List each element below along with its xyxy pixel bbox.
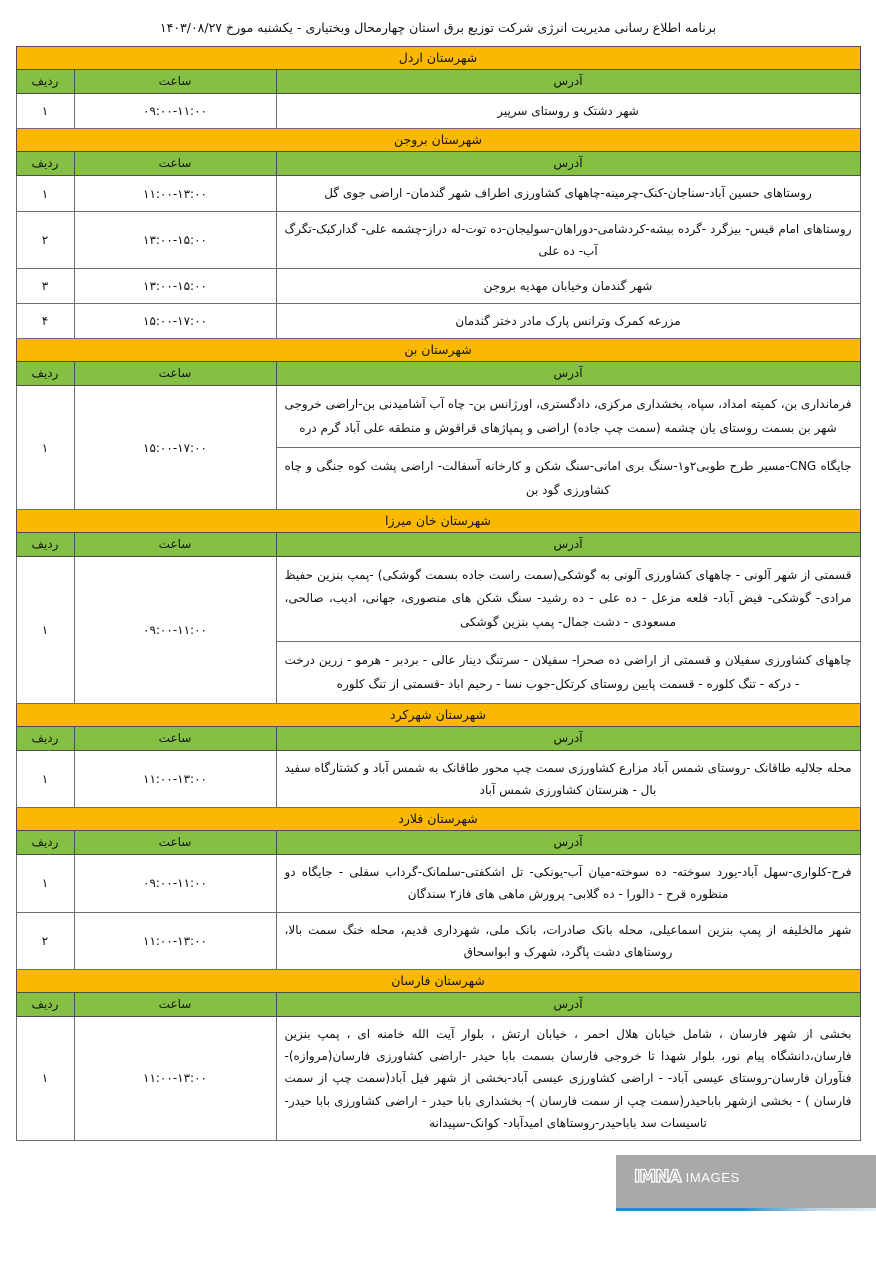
watermark-label: IMAGES <box>685 1170 740 1185</box>
column-header-row-number: ردیف <box>16 726 74 750</box>
time-cell: ۱۱:۰۰-۱۳:۰۰ <box>74 1017 276 1141</box>
table-row <box>16 211 860 268</box>
address-cell: بخشی از شهر فارسان ، شامل خیابان هلال احمر ، خیابان ارتش ، بلوار آیت الله خامنه ای ، پمپ بنزین فارسان،دانشگاه پیام نور، بلوار شهدا تا خروجی فارسان بسمت بابا حیدر -اراضی کشاورزی فارسان(مروازه)-فنآوران فارسان-روستای عیسی آباد- - اراضی کشاورزی عیسی آباد-بخشی از شهر فیل آباد(سمت چپ از سمت فارسان ) - بخشی ازشهر باباحیدر(سمت چپ از سمت فارسان )- بخشداری بابا حیدر - اراضی کشاورزی بابا حیدر-تاسیسات سد باباحیدر-روستاهای امیدآباد- کوانک-سپیدانه <box>276 1017 860 1141</box>
time-cell: ۱۱:۰۰-۱۳:۰۰ <box>74 750 276 807</box>
column-header-row <box>16 993 860 1017</box>
address-cell: شهر دشتک و روستای سرپیر <box>276 94 860 129</box>
row-number-cell: ۲ <box>16 912 74 969</box>
address-block-stack <box>277 557 860 703</box>
column-header-row-number: ردیف <box>16 993 74 1017</box>
city-band-row <box>16 808 860 831</box>
city-band-row <box>16 47 860 70</box>
address-block: قسمتی از شهر آلونی - چاههای کشاورزی آلونی به گوشکی(سمت راست جاده بسمت گوشکی) -پمپ بنزین حفیظ مرادی- گوشکی- فیض آباد- قلعه مزعل - ده علی - ده رشید- سنگ شکن های منصوری، جهانی، ادیب، صالحی، مسعودی - دشت جمال- پمپ بنزین گوشکی <box>284 567 852 629</box>
city-band-row <box>16 970 860 993</box>
row-number-cell: ۱ <box>16 94 74 129</box>
address-block: چاههای کشاورزی سفیلان و قسمتی از اراضی ده صحرا- سفیلان - سرتنگ دینار عالی - بردبر - هرمو - زرین درخت - درکه - تنگ کلوره - قسمت پایین روستای کرتکل-جوب نسا - رحیم اباد -قسمتی از تنگ کلوره <box>277 641 860 703</box>
city-band-row <box>16 703 860 726</box>
row-number-cell: ۱ <box>16 1017 74 1141</box>
address-cell: فرح-کلواری-سهل آباد-یورد سوخته- ده سوخته-میان آب-یونکی- تل اشکفتی-سلمانک-گرداب سفلی - جایگاه دو منظوره قرح - دالورا - ده گلابی- پرورش ماهی های فاز۲ سندگان <box>276 855 860 912</box>
column-header-address: آدرس <box>276 726 860 750</box>
column-header-row <box>16 726 860 750</box>
time-cell: ۱۵:۰۰-۱۷:۰۰ <box>74 304 276 339</box>
column-header-row <box>16 362 860 386</box>
table-row <box>16 556 860 703</box>
city-name: شهرستان بن <box>16 339 860 362</box>
table-row <box>16 1017 860 1141</box>
row-number-cell: ۴ <box>16 304 74 339</box>
column-header-time: ساعت <box>74 726 276 750</box>
table-row <box>16 94 860 129</box>
watermark-bar <box>616 1208 876 1211</box>
time-cell: ۱۱:۰۰-۱۳:۰۰ <box>74 912 276 969</box>
column-header-row-number: ردیف <box>16 362 74 386</box>
address-cell <box>276 386 860 510</box>
row-number-cell: ۱ <box>16 386 74 510</box>
column-header-row <box>16 532 860 556</box>
row-number-cell: ۳ <box>16 269 74 304</box>
column-header-row <box>16 152 860 176</box>
row-number-cell: ۱ <box>16 556 74 703</box>
column-header-time: ساعت <box>74 831 276 855</box>
time-cell: ۰۹:۰۰-۱۱:۰۰ <box>74 94 276 129</box>
time-cell: ۰۹:۰۰-۱۱:۰۰ <box>74 855 276 912</box>
column-header-time: ساعت <box>74 993 276 1017</box>
time-cell: ۱۵:۰۰-۱۷:۰۰ <box>74 386 276 510</box>
table-row <box>16 750 860 807</box>
time-cell: ۰۹:۰۰-۱۱:۰۰ <box>74 556 276 703</box>
table-row <box>16 269 860 304</box>
imna-logo: IMNA <box>634 1167 681 1187</box>
column-header-address: آدرس <box>276 362 860 386</box>
column-header-address: آدرس <box>276 152 860 176</box>
address-block-stack <box>277 386 860 509</box>
column-header-address: آدرس <box>276 831 860 855</box>
watermark <box>616 1155 876 1209</box>
address-block: جایگاه CNG-مسیر طرح طوبی۲و۱-سنگ بری امانی-سنگ شکن و کارخانه آسفالت- اراضی پشت کوه جنگی و چاه کشاورزی گود بن <box>277 447 860 509</box>
address-cell: شهر گندمان وخیابان مهدیه بروجن <box>276 269 860 304</box>
page-title: برنامه اطلاع رسانی مدیریت انرژی شرکت توزیع برق استان چهارمحال وبختیاری - یکشنبه مورخ ۱۴۰۳/۰۸/۲۷ <box>159 20 717 35</box>
city-name: شهرستان خان میرزا <box>16 509 860 532</box>
column-header-address: آدرس <box>276 532 860 556</box>
address-cell <box>276 556 860 703</box>
column-header-address: آدرس <box>276 993 860 1017</box>
city-band-row <box>16 509 860 532</box>
city-name: شهرستان بروجن <box>16 129 860 152</box>
table-row <box>16 176 860 211</box>
column-header-row <box>16 70 860 94</box>
column-header-address: آدرس <box>276 70 860 94</box>
row-number-cell: ۱ <box>16 176 74 211</box>
address-cell: مزرعه کمرک وترانس پارک مادر دختر گندمان <box>276 304 860 339</box>
column-header-time: ساعت <box>74 70 276 94</box>
table-row <box>16 386 860 510</box>
city-name: شهرستان فارسان <box>16 970 860 993</box>
table-row <box>16 304 860 339</box>
row-number-cell: ۱ <box>16 855 74 912</box>
column-header-row-number: ردیف <box>16 152 74 176</box>
time-cell: ۱۳:۰۰-۱۵:۰۰ <box>74 269 276 304</box>
time-cell: ۱۱:۰۰-۱۳:۰۰ <box>74 176 276 211</box>
city-band-row <box>16 129 860 152</box>
address-cell: شهر مالخلیفه از پمپ بنزین اسماعیلی، محله بانک صادرات، بانک ملی، شهرداری قدیم، محله خنگ سمت بالا، روستاهای دشت پاگرد، شهرک و ابواسحاق <box>276 912 860 969</box>
column-header-time: ساعت <box>74 532 276 556</box>
column-header-row-number: ردیف <box>16 70 74 94</box>
address-block: فرمانداری بن، کمیته امداد، سپاه، بخشداری مرکزی، دادگستری، اورژانس بن- چاه آب آشامیدنی بن-اراضی خروجی شهر بن بسمت روستای یان چشمه (سمت چپ جاده) اراضی و پمپاژهای قراقوش و منطقه علی آباد گرم دره <box>284 397 852 435</box>
outage-schedule-table <box>16 46 861 1141</box>
row-number-cell: ۲ <box>16 211 74 268</box>
time-cell: ۱۳:۰۰-۱۵:۰۰ <box>74 211 276 268</box>
city-name: شهرستان اردل <box>16 47 860 70</box>
column-header-row-number: ردیف <box>16 831 74 855</box>
city-band-row <box>16 339 860 362</box>
table-row <box>16 912 860 969</box>
address-cell: روستاهای امام قیس- بیزگرد -گرده بیشه-کردشامی-دوراهان-سولیجان-ده توت-له دراز-چشمه علی- گدارکبک-تگرگ آب- ده علی <box>276 211 860 268</box>
table-row <box>16 855 860 912</box>
city-name: شهرستان شهرکرد <box>16 703 860 726</box>
column-header-row <box>16 831 860 855</box>
column-header-time: ساعت <box>74 152 276 176</box>
row-number-cell: ۱ <box>16 750 74 807</box>
column-header-row-number: ردیف <box>16 532 74 556</box>
city-name: شهرستان فلارد <box>16 808 860 831</box>
address-cell: روستاهای حسین آباد-سناجان-کنک-چرمینه-چاههای کشاورزی اطراف شهر گندمان- اراضی جوی گل <box>276 176 860 211</box>
column-header-time: ساعت <box>74 362 276 386</box>
address-cell: محله جلالیه طاقانک -روستای شمس آباد مزارع کشاورزی سمت چپ محور طاقانک به شمس آباد و کشتارگاه سفید بال - هنرستان کشاورزی شمس آباد <box>276 750 860 807</box>
